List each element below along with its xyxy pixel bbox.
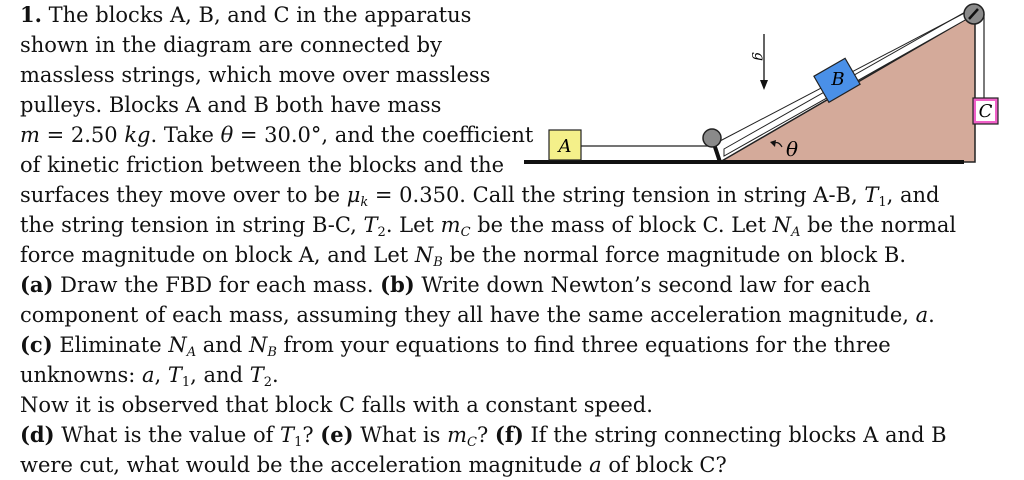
unit-kg: kg [124, 123, 151, 147]
text: = 0.350. Call the string tension in string A-B, [368, 183, 865, 207]
problem-line-9 [20, 240, 906, 270]
problem-line-5 [20, 120, 533, 150]
sub-k: k [360, 195, 369, 210]
var-a: a [915, 303, 929, 327]
problem-line-10 [20, 270, 871, 300]
problem-line-4 [20, 90, 441, 120]
sub-2: 2 [263, 375, 272, 390]
part-d-label: (d) [20, 422, 55, 447]
text: from your equations to find three equations for the three [276, 333, 891, 357]
block-a-label: A [558, 136, 572, 157]
sub-2: 2 [377, 225, 386, 240]
sub-1: 1 [878, 195, 887, 210]
sub-A: A [186, 345, 197, 360]
var-N: N [168, 333, 187, 357]
part-e-label: (e) [320, 422, 354, 447]
sub-C: C [460, 225, 471, 240]
text: , [154, 363, 168, 387]
problem-line-2 [20, 30, 442, 60]
text: and [196, 333, 249, 357]
var-mu: μ [346, 183, 361, 207]
var-a: a [141, 363, 155, 387]
text: , and [886, 183, 940, 207]
text: force magnitude on block A, and Let [20, 243, 415, 267]
text: = 30.0°, and the coefficient [233, 123, 534, 147]
text: ? [302, 423, 321, 447]
text: Now it is observed that block C falls with a constant speed. [20, 393, 653, 417]
var-N: N [772, 213, 792, 237]
sub-B: B [433, 255, 443, 270]
text: = 2.50 [39, 123, 125, 147]
text: of kinetic friction between the blocks and the [20, 153, 505, 177]
text: . Let [385, 213, 441, 237]
var-T: T [864, 183, 879, 207]
var-N: N [414, 243, 434, 267]
text: pulleys. Blocks A and B both have mass [20, 93, 442, 117]
text: be the mass of block C. Let [470, 213, 773, 237]
block-c-label: C [978, 101, 993, 122]
apparatus-diagram [520, 0, 1020, 180]
gravity-label: g [751, 52, 767, 61]
block-b-label: B [831, 69, 845, 90]
var-m: m [440, 213, 461, 237]
var-theta: θ [220, 123, 234, 147]
text: component of each mass, assuming they all have the same acceleration magnitude, [20, 303, 916, 327]
problem-line-15 [20, 420, 947, 450]
sub-B: B [267, 345, 277, 360]
problem-line-3 [20, 60, 490, 90]
sub-A: A [791, 225, 801, 240]
text: the string tension in string B-C, [20, 213, 364, 237]
text: be the normal force magnitude on block B. [442, 243, 907, 267]
text: . [928, 303, 935, 327]
text: of block C? [601, 453, 727, 477]
bottom-pulley [703, 129, 721, 147]
text: What is [353, 423, 448, 447]
text: massless strings, which move over massless [20, 63, 491, 87]
problem-line-13 [20, 360, 279, 390]
problem-line-8 [20, 210, 956, 240]
sub-C: C [467, 435, 477, 450]
angle-label: θ [786, 137, 799, 161]
text: Eliminate [52, 333, 169, 357]
text: surfaces they move over to be [20, 183, 347, 207]
problem-line-6 [20, 150, 504, 180]
var-m: m [447, 423, 468, 447]
var-N: N [248, 333, 268, 357]
var-T: T [249, 363, 264, 387]
gravity-arrow-head [760, 80, 768, 90]
problem-line-7 [20, 180, 939, 210]
part-b-label: (b) [380, 272, 415, 297]
part-a-label: (a) [20, 272, 54, 297]
var-T: T [167, 363, 182, 387]
sub-1: 1 [294, 435, 303, 450]
text: The blocks A, B, and C in the apparatus [48, 3, 472, 27]
sub-1: 1 [181, 375, 191, 390]
problem-line-16 [20, 450, 727, 480]
problem-line-14 [20, 390, 653, 420]
text: ? [476, 423, 495, 447]
problem-line-12 [20, 330, 891, 360]
problem-line-11 [20, 300, 935, 330]
var-T: T [280, 423, 295, 447]
problem-line-1 [20, 0, 471, 30]
var-T: T [363, 213, 378, 237]
text: , and [190, 363, 250, 387]
text: . Take [150, 123, 221, 147]
problem-number: 1. [20, 2, 42, 27]
text: shown in the diagram are connected by [20, 33, 442, 57]
text: Draw the FBD for each mass. [53, 273, 381, 297]
text: Write down Newton’s second law for each [414, 273, 871, 297]
text: be the normal [800, 213, 957, 237]
text: What is the value of [54, 423, 281, 447]
part-f-label: (f) [494, 422, 524, 447]
part-c-label: (c) [20, 332, 53, 357]
text: If the string connecting blocks A and B [523, 423, 947, 447]
text: . [271, 363, 279, 387]
text: unknowns: [20, 363, 142, 387]
var-a: a [589, 453, 602, 477]
text: were cut, what would be the acceleration magnitude [20, 453, 590, 477]
var-m: m [20, 123, 40, 147]
